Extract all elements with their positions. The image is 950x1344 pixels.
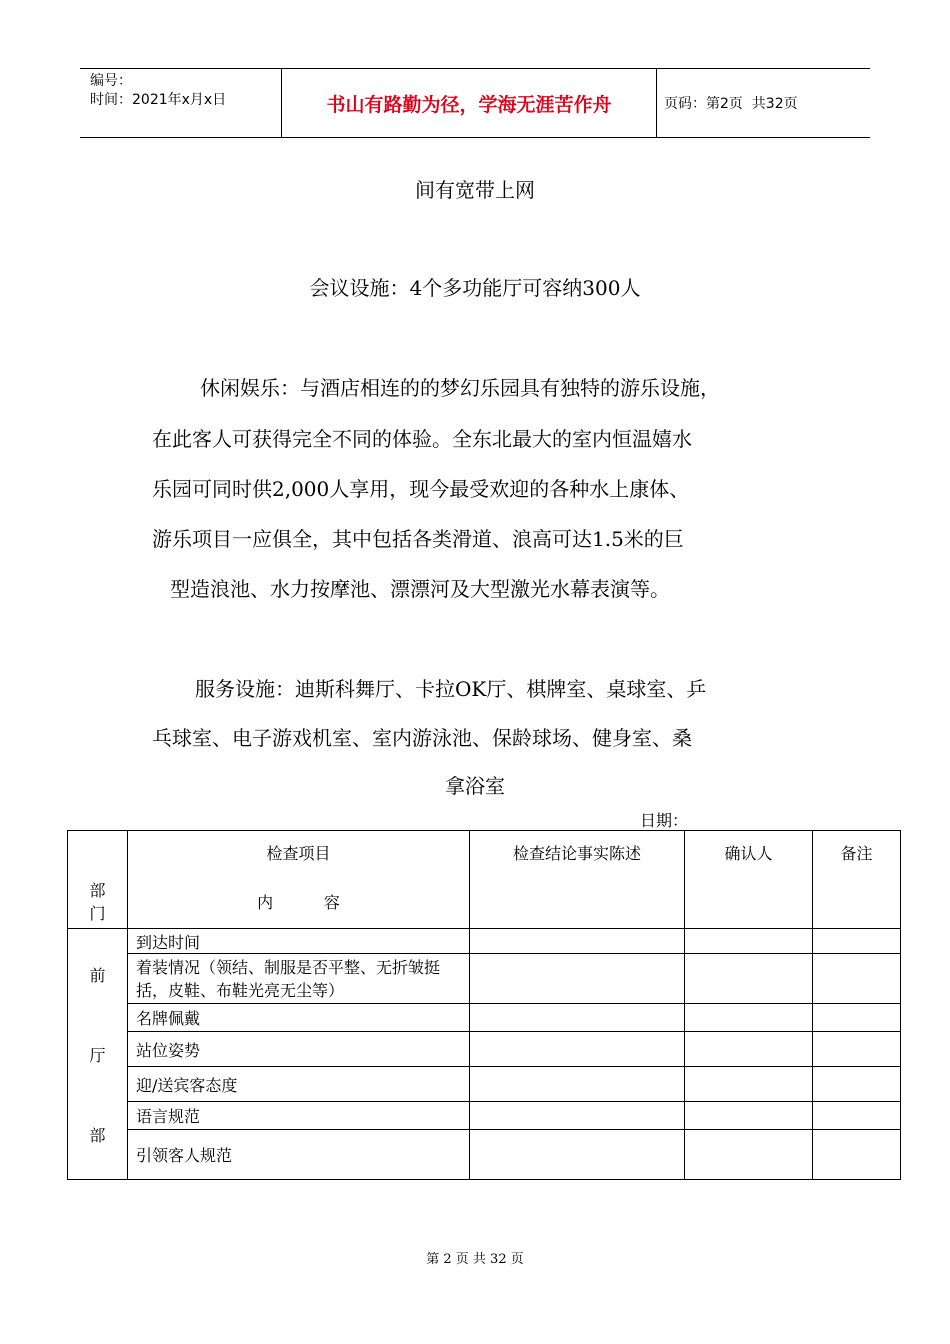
- table-row: [68, 954, 901, 1004]
- conclusion-cell: [470, 1067, 685, 1102]
- confirmer-cell: [685, 1004, 813, 1032]
- leisure-line: 乐园可同时供2,000人享用，现今最受欢迎的各种水上康体、: [152, 477, 690, 501]
- dept-char: 厅: [89, 1045, 106, 1065]
- confirmer-cell: [685, 954, 813, 1004]
- table-row: [68, 1032, 901, 1067]
- confirmer-cell: [685, 1130, 813, 1180]
- remarks-cell: [813, 1130, 901, 1180]
- table-row: [68, 929, 901, 954]
- leisure-line: 休闲娱乐：与酒店相连的的梦幻乐园具有独特的游乐设施，: [200, 376, 720, 400]
- paragraph-meeting: 会议设施：4个多功能厅可容纳300人: [309, 276, 641, 300]
- conclusion-cell: [470, 1130, 685, 1180]
- dept-cell: [68, 929, 128, 1180]
- remarks-cell: [813, 1032, 901, 1067]
- page-footer: 第 2 页 共 32 页: [426, 1252, 524, 1267]
- item-cell: 着装情况（领结、制服是否平整、无折皱挺括，皮鞋、布鞋光亮无尘等）: [128, 954, 470, 1004]
- confirmer-cell: [685, 1102, 813, 1130]
- table-row: [68, 1130, 901, 1180]
- item-cell: 站位姿势: [128, 1032, 470, 1067]
- page-header: [80, 68, 870, 138]
- dept-char: 前: [89, 965, 106, 985]
- inspection-table: [67, 830, 901, 1180]
- content-header: 内 容: [257, 893, 340, 912]
- header-motto: 书山有路勤为径，学海无涯苦作舟: [282, 69, 657, 137]
- table-row: [68, 1102, 901, 1130]
- item-cell: 到达时间: [128, 929, 470, 954]
- item-cell: 迎/送宾客态度: [128, 1067, 470, 1102]
- dept-header-cell: [68, 831, 128, 929]
- remarks-cell: [813, 954, 901, 1004]
- item-cell: 语言规范: [128, 1102, 470, 1130]
- service-line: 拿浴室: [445, 774, 505, 798]
- table-header-row: [68, 831, 901, 929]
- leisure-line: 在此客人可获得完全不同的体验。全东北最大的室内恒温嬉水: [152, 427, 692, 451]
- number-label: 编号：: [90, 73, 132, 89]
- table-row: [68, 1004, 901, 1032]
- time-label: 时间：2021年x月x日: [90, 92, 227, 108]
- service-line: 服务设施：迪斯科舞厅、卡拉OK厅、棋牌室、桌球室、乒: [195, 677, 707, 701]
- confirmer-cell: [685, 1067, 813, 1102]
- dept-header-top: 部: [89, 881, 106, 900]
- item-header-cell: [128, 831, 470, 929]
- header-page-info: 页码：第2页 共32页: [664, 96, 798, 112]
- remarks-cell: [813, 1004, 901, 1032]
- remarks-cell: [813, 1067, 901, 1102]
- paragraph-internet: 间有宽带上网: [415, 178, 535, 202]
- table-row: [68, 1067, 901, 1102]
- header-meta: [80, 69, 282, 137]
- conclusion-cell: [470, 954, 685, 1004]
- item-cell: 名牌佩戴: [128, 1004, 470, 1032]
- conclusion-cell: [470, 1102, 685, 1130]
- remarks-cell: [813, 1102, 901, 1130]
- conclusion-header: 检查结论事实陈述: [470, 831, 685, 929]
- confirmer-header: 确认人: [685, 831, 813, 929]
- remarks-header: 备注: [813, 831, 901, 929]
- confirmer-cell: [685, 1032, 813, 1067]
- dept-char: 部: [89, 1125, 106, 1145]
- conclusion-cell: [470, 1032, 685, 1067]
- date-label: 日期：: [640, 811, 689, 830]
- leisure-line: 型造浪池、水力按摩池、漂漂河及大型激光水幕表演等。: [170, 577, 670, 601]
- remarks-cell: [813, 929, 901, 954]
- leisure-line: 游乐项目一应俱全，其中包括各类滑道、浪高可达1.5米的巨: [152, 527, 684, 551]
- item-header: 检查项目: [266, 844, 331, 863]
- service-line: 乓球室、电子游戏机室、室内游泳池、保龄球场、健身室、桑: [152, 726, 692, 750]
- conclusion-cell: [470, 929, 685, 954]
- conclusion-cell: [470, 1004, 685, 1032]
- item-cell: 引领客人规范: [128, 1130, 470, 1180]
- confirmer-cell: [685, 929, 813, 954]
- dept-header-bottom: 门: [89, 904, 106, 923]
